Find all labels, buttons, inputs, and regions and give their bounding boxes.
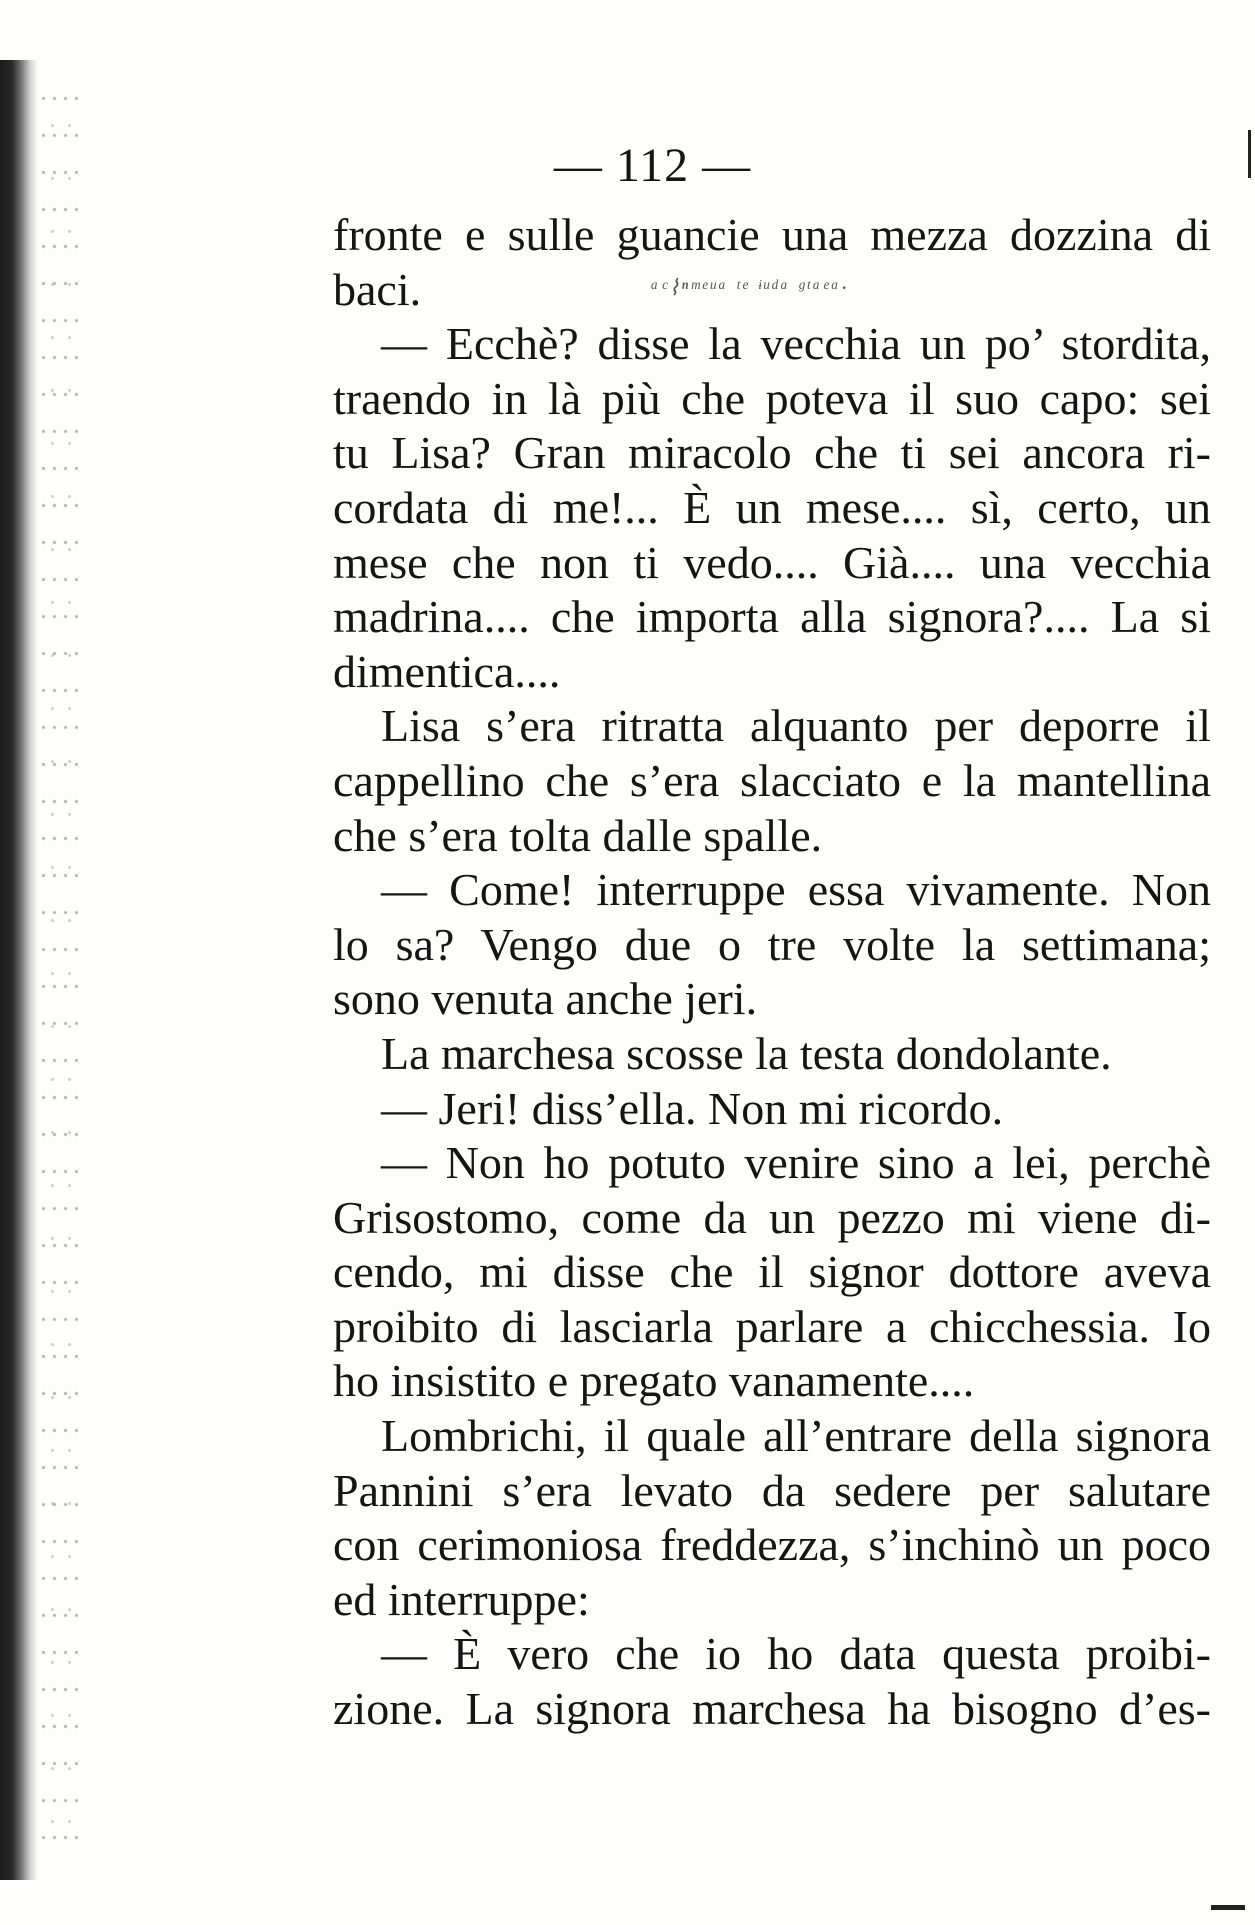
binding-gutter — [0, 60, 38, 1880]
text-line: che s’era tolta dalle spalle. — [333, 809, 823, 861]
text-line: cappellino che s’era slacciato e la mantellina — [333, 754, 1211, 806]
text-line: dimentica.... — [333, 645, 561, 697]
text-line: Grisostomo, come da un pezzo mi viene di- — [333, 1191, 1211, 1243]
text-line: La marchesa scosse la testa dondolante. — [381, 1027, 1112, 1079]
text-line: Lombrichi, il quale all’entrare della signora — [381, 1410, 1211, 1462]
body-text — [333, 208, 1211, 1737]
corner-mark — [1211, 1905, 1245, 1910]
text-line: traendo in là più che poteva il suo capo: sei — [333, 372, 1211, 424]
handwritten-scribble: ᵃᶜ⌇ⁿᵐᵉᵘᵃ ᵗᵉ ᶤᵘᵈᵃ ᵍᵗᵃᵉᵃ· — [650, 275, 849, 300]
text-line: mese che non ti vedo.... Già.... una vecchia — [333, 536, 1211, 588]
text-line: cendo, mi disse che il signor dottore aveva — [333, 1246, 1211, 1298]
text-line: — Non ho potuto venire sino a lei, perchè — [381, 1137, 1211, 1189]
text-line: zione. La signora marchesa ha bisogno d’es- — [333, 1683, 1211, 1735]
text-line: — Jeri! diss’ella. Non mi ricordo. — [381, 1082, 1004, 1134]
text-line: Lisa s’era ritratta alquanto per deporre il — [381, 700, 1211, 752]
text-line: cordata di me!... È un mese.... sì, certo, un — [333, 481, 1211, 533]
text-line: — Ecchè? disse la vecchia un po’ stordita, — [381, 318, 1211, 370]
text-line: — È vero che io ho data questa proibi- — [381, 1628, 1211, 1680]
text-line: — Come! interruppe essa vivamente. Non — [381, 864, 1211, 916]
text-line: ho insistito e pregato vanamente.... — [333, 1355, 975, 1407]
gutter-specks — [38, 80, 78, 1860]
text-line: madrina.... che importa alla signora?.... La si — [333, 591, 1211, 643]
text-line: Pannini s’era levato da sedere per salutare — [333, 1464, 1211, 1516]
text-line: lo sa? Vengo due o tre volte la settimana; — [333, 918, 1211, 970]
text-line: baci. — [333, 263, 422, 315]
text-line: tu Lisa? Gran miracolo che ti sei ancora ri- — [333, 427, 1211, 479]
text-line: con cerimoniosa freddezza, s’inchinò un poco — [333, 1519, 1211, 1571]
text-line: proibito di lasciarla parlare a chicchessia. Io — [333, 1300, 1211, 1352]
text-line: sono venuta anche jeri. — [333, 973, 758, 1025]
text-line: fronte e sulle guancie una mezza dozzina di — [333, 209, 1211, 260]
text-line: ed interruppe: — [333, 1573, 590, 1625]
page-number: — 112 — — [553, 139, 752, 192]
